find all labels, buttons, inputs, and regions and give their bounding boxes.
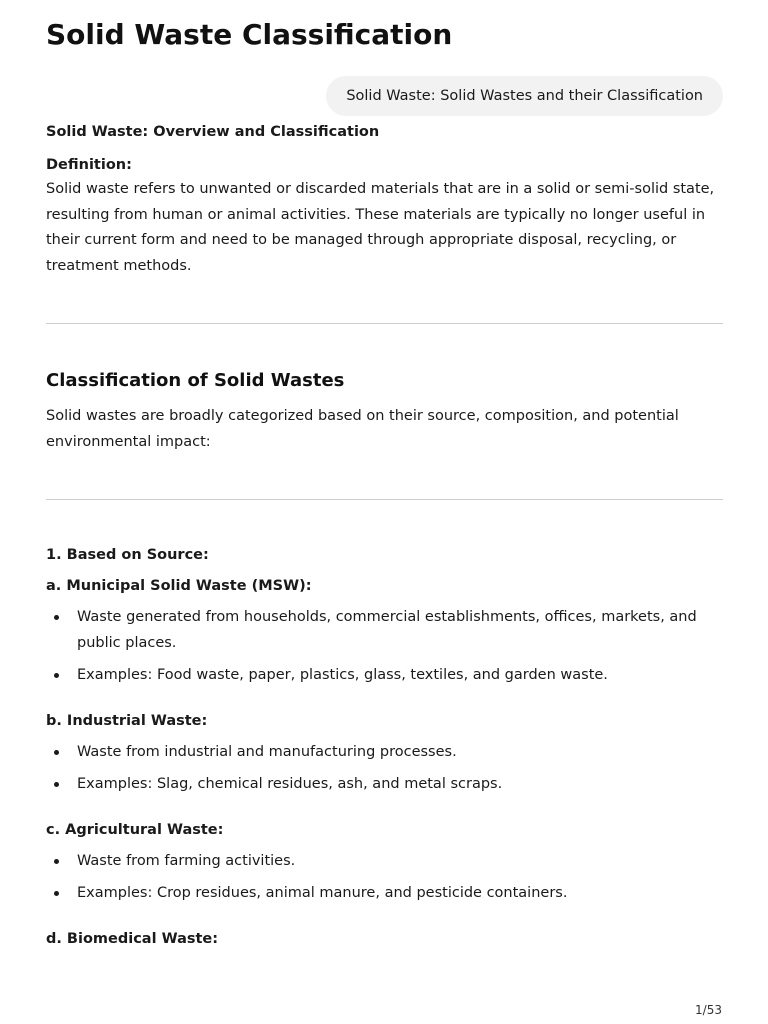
- list-item: Waste from farming activities.: [46, 849, 723, 875]
- section-heading-msw: a. Municipal Solid Waste (MSW):: [46, 578, 312, 594]
- list-item: Waste generated from households, commercial establishments, offices, markets, and public places.: [46, 605, 723, 656]
- list-item: Examples: Food waste, paper, plastics, glass, textiles, and garden waste.: [46, 663, 723, 689]
- list-item: Examples: Slag, chemical residues, ash, and metal scraps.: [46, 772, 723, 798]
- topic-chip[interactable]: Solid Waste: Solid Wastes and their Classification: [326, 76, 723, 116]
- section-heading-biomedical: d. Biomedical Waste:: [46, 931, 219, 947]
- definition-text: Solid waste refers to unwanted or discarded materials that are in a solid or semi-solid state, resulting from human or animal activities. These materials are typically no longer useful in their current form and need to be managed through appropriate disposal, recycling, or treatment methods.: [46, 181, 715, 274]
- list-item: Waste from industrial and manufacturing processes.: [46, 740, 723, 766]
- source-heading: 1. Based on Source:: [46, 547, 209, 563]
- page-indicator: 1/53: [695, 1003, 722, 1017]
- bullet-list-agricultural: [46, 849, 723, 913]
- divider: [46, 323, 723, 324]
- definition-label: Definition:: [46, 157, 132, 173]
- bullet-list-msw: [46, 605, 723, 695]
- list-item: Examples: Crop residues, animal manure, and pesticide containers.: [46, 881, 723, 907]
- bullet-icon: [54, 750, 59, 755]
- bullet-icon: [54, 891, 59, 896]
- classification-heading: Classification of Solid Wastes: [46, 370, 345, 391]
- classification-intro: Solid wastes are broadly categorized based on their source, composition, and potential environmental impact:: [46, 408, 679, 450]
- bullet-icon: [54, 673, 59, 678]
- page-title: Solid Waste Classification: [46, 18, 453, 51]
- bullet-icon: [54, 782, 59, 787]
- bullet-list-industrial: [46, 740, 723, 804]
- divider: [46, 499, 723, 500]
- section-heading-industrial: b. Industrial Waste:: [46, 713, 208, 729]
- bullet-icon: [54, 859, 59, 864]
- bullet-icon: [54, 615, 59, 620]
- overview-heading: Solid Waste: Overview and Classification: [46, 124, 380, 140]
- section-heading-agricultural: c. Agricultural Waste:: [46, 822, 224, 838]
